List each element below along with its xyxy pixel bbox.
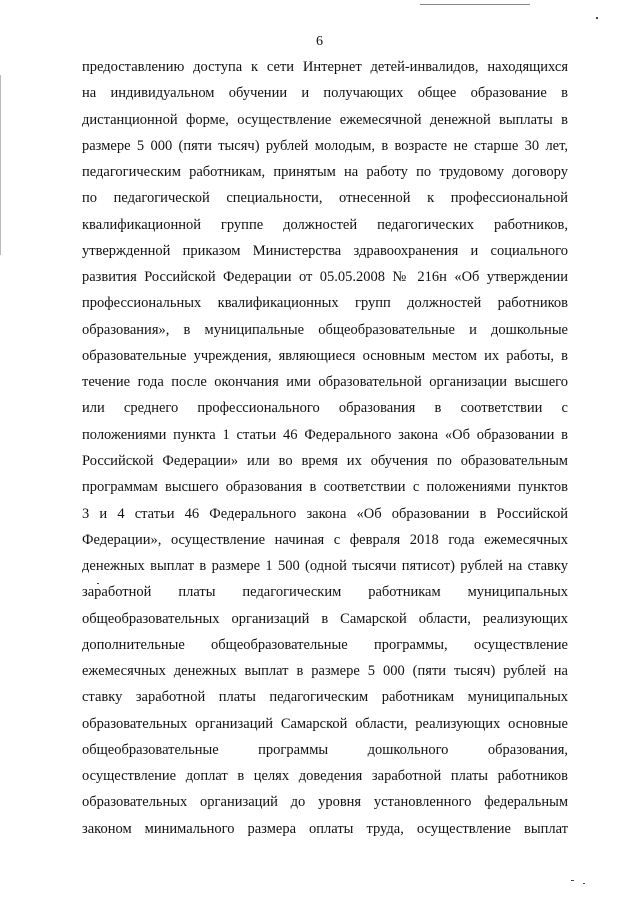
- text-line: профессиональных квалификационных групп должностей работников: [82, 295, 568, 312]
- text-line: размере 5 000 (пяти тысяч) рублей молодым, в возрасте не старше 30 лет,: [82, 137, 568, 154]
- text-line: образовательных организаций Самарской области, реализующих основные: [82, 715, 568, 732]
- text-line: денежных выплат в размере 1 500 (одной тысячи пятисот) рублей на ставку: [82, 558, 568, 575]
- text-line: Федерации», осуществление начиная с февраля 2018 года ежемесячных: [82, 531, 568, 548]
- text-line: предоставлению доступа к сети Интернет детей-инвалидов, находящихся: [82, 59, 568, 75]
- text-line: квалификационной группе должностей педагогических работников,: [82, 216, 568, 233]
- text-line: Российской Федерации» или во время их обучения по образовательным: [82, 452, 568, 469]
- text-line: или среднего профессионального образования в соответствии с: [82, 400, 568, 417]
- body-paragraph: [82, 54, 568, 842]
- scan-speck: [583, 883, 585, 884]
- text-line: образования», в муниципальные общеобразовательные и дошкольные: [82, 321, 568, 338]
- text-line: законом минимального размера оплаты труда, осуществление выплат: [82, 820, 568, 837]
- text-line: ежемесячных денежных выплат в размере 5 000 (пяти тысяч) рублей на: [82, 663, 568, 680]
- text-line: утвержденной приказом Министерства здравоохранения и социального: [82, 242, 568, 259]
- text-line: развития Российской Федерации от 05.05.2008 № 216н «Об утверждении: [82, 269, 568, 286]
- text-line: педагогическим работникам, принятым на работу по трудовому договору: [82, 164, 568, 181]
- text-line: дополнительные общеобразовательные программы, осуществление: [82, 636, 568, 653]
- scan-speck: [596, 17, 598, 19]
- text-line: 3 и 4 статьи 46 Федерального закона «Об образовании в Российской: [82, 505, 568, 522]
- scan-speck: [571, 880, 574, 881]
- text-line: общеобразовательных организаций в Самарской области, реализующих: [82, 610, 568, 627]
- text-line: образовательные учреждения, являющиеся основным местом их работы, в: [82, 347, 568, 364]
- scan-edge-line: [420, 4, 530, 5]
- text-line: программам высшего образования в соответствии с положениями пунктов: [82, 479, 568, 496]
- text-line: положениями пункта 1 статьи 46 Федерального закона «Об образовании в: [82, 426, 568, 443]
- page-number: 6: [316, 34, 323, 49]
- text-line: общеобразовательные программы дошкольного образования,: [82, 741, 568, 758]
- text-line: осуществление доплат в целях доведения заработной платы работников: [82, 768, 568, 785]
- text-line: заработной платы педагогическим работникам муниципальных: [82, 584, 568, 601]
- text-line: дистанционной форме, осуществление ежемесячной денежной выплаты в: [82, 111, 568, 128]
- text-line: ставку заработной платы педагогическим работникам муниципальных: [82, 689, 568, 706]
- text-line: по педагогической специальности, отнесенной к профессиональной: [82, 190, 568, 207]
- text-line: на индивидуальном обучении и получающих общее образование в: [82, 85, 568, 102]
- text-line: образовательных организаций до уровня установленного федеральным: [82, 794, 568, 811]
- scan-left-edge: [0, 75, 1, 255]
- text-line: течение года после окончания ими образовательной организации высшего: [82, 374, 568, 391]
